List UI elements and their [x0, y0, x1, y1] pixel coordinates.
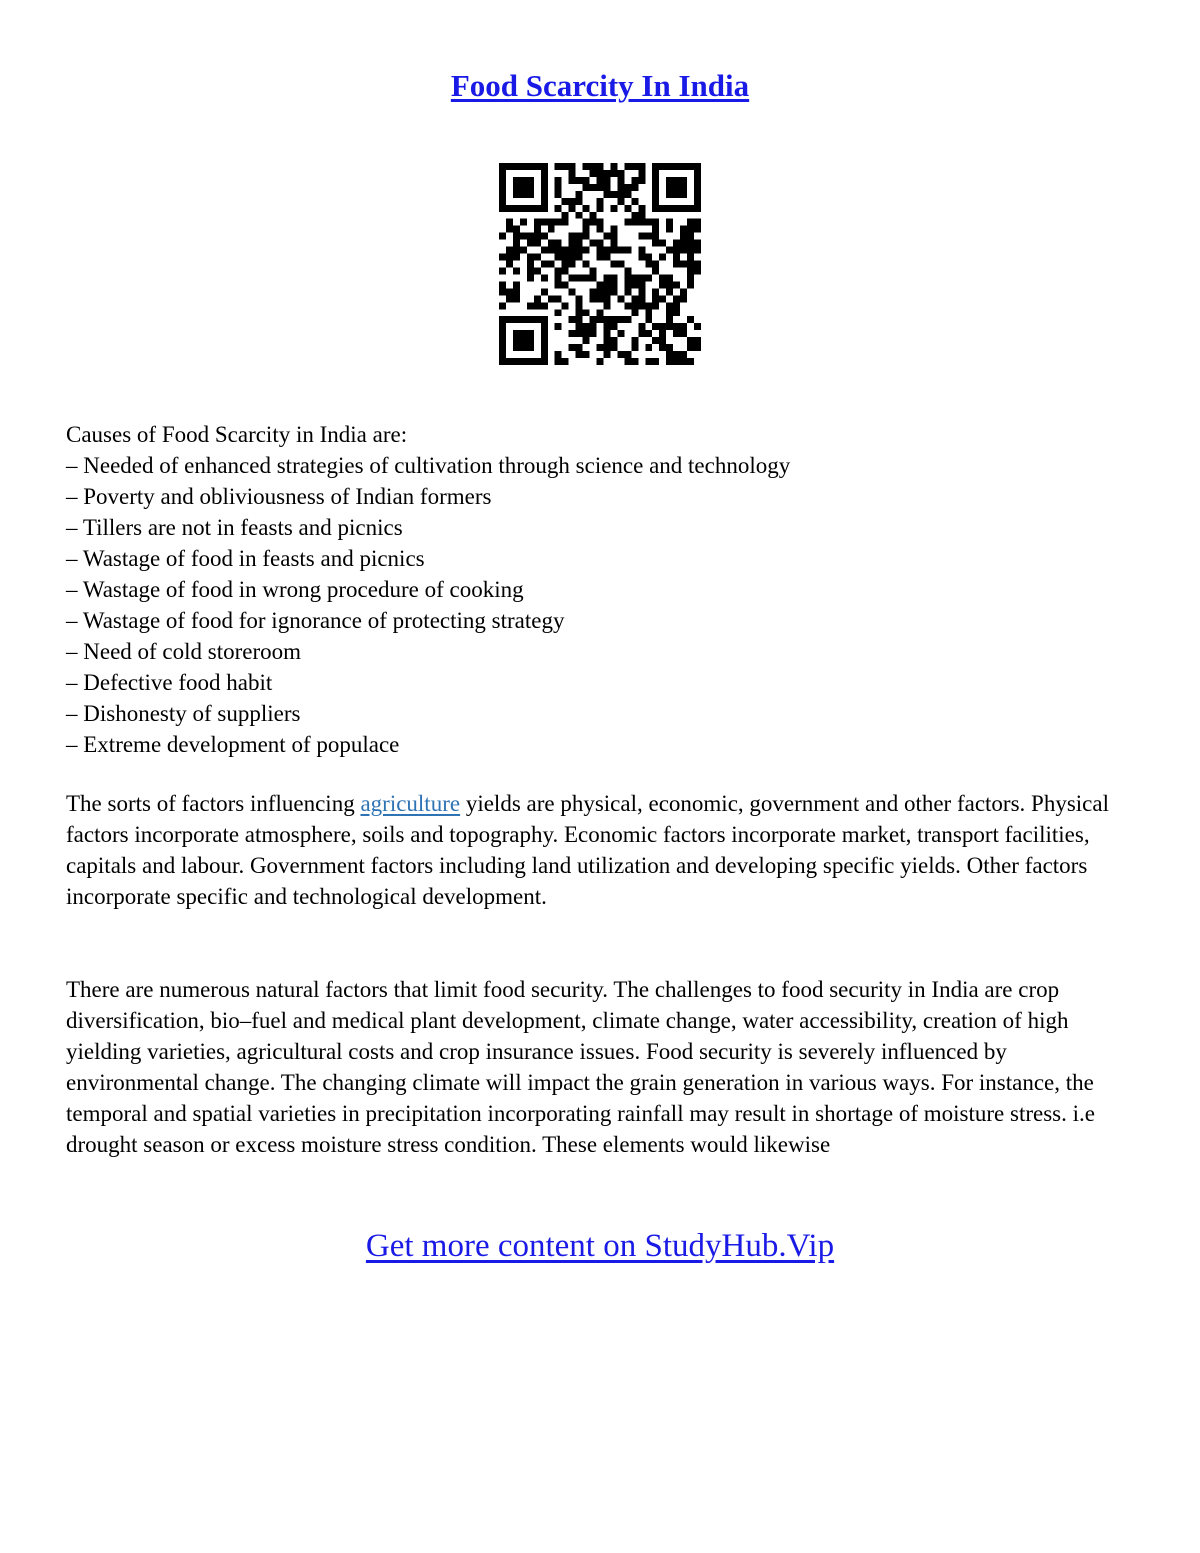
- cause-item: – Need of cold storeroom: [66, 639, 302, 664]
- cause-item: – Poverty and obliviousness of Indian formers: [66, 484, 492, 509]
- causes-heading: Causes of Food Scarcity in India are:: [66, 422, 408, 447]
- agriculture-link[interactable]: agriculture: [360, 791, 461, 816]
- paragraph-factors-intro: The sorts of factors influencing: [66, 791, 361, 816]
- document-title: [0, 66, 1200, 106]
- paragraph-factors: [66, 788, 1141, 912]
- qr-code-icon: [499, 163, 701, 365]
- paragraph-factors-rest: yields are physical, economic, government and other factors. Physical factors incorporate atmosphere, soils and topography. Economic factors incorporate market, transport facilities, capitals and labour. Government factors including land utilization and developing specific yields. Other factors incorporate specific and technological development.: [66, 791, 1109, 909]
- cause-item: – Defective food habit: [66, 670, 273, 695]
- cause-item: – Dishonesty of suppliers: [66, 701, 301, 726]
- cause-item: – Wastage of food for ignorance of protecting strategy: [66, 608, 565, 633]
- cause-item: – Wastage of food in feasts and picnics: [66, 546, 425, 571]
- paragraph-food-security: [66, 974, 1141, 1160]
- cause-item: – Needed of enhanced strategies of cultivation through science and technology: [66, 453, 791, 478]
- title-link[interactable]: Food Scarcity In India: [450, 68, 750, 103]
- cause-item: – Wastage of food in wrong procedure of cooking: [66, 577, 524, 602]
- causes-list: [66, 419, 1141, 760]
- footer: [0, 1224, 1200, 1268]
- cause-item: – Extreme development of populace: [66, 732, 400, 757]
- cause-item: – Tillers are not in feasts and picnics: [66, 515, 403, 540]
- paragraph-food-security-text: There are numerous natural factors that limit food security. The challenges to food security in India are crop diversification, bio–fuel and medical plant development, climate change, water accessibility, creation of high yielding varieties, agricultural costs and crop insurance issues. Food security is severely influenced by environmental change. The changing climate will impact the grain generation in various ways. For instance, the temporal and spatial varieties in precipitation incorporating rainfall may result in shortage of moisture stress. i.e drought season or excess moisture stress condition. These elements would likewise: [66, 977, 1095, 1157]
- studyhub-link[interactable]: Get more content on StudyHub.Vip: [365, 1228, 835, 1264]
